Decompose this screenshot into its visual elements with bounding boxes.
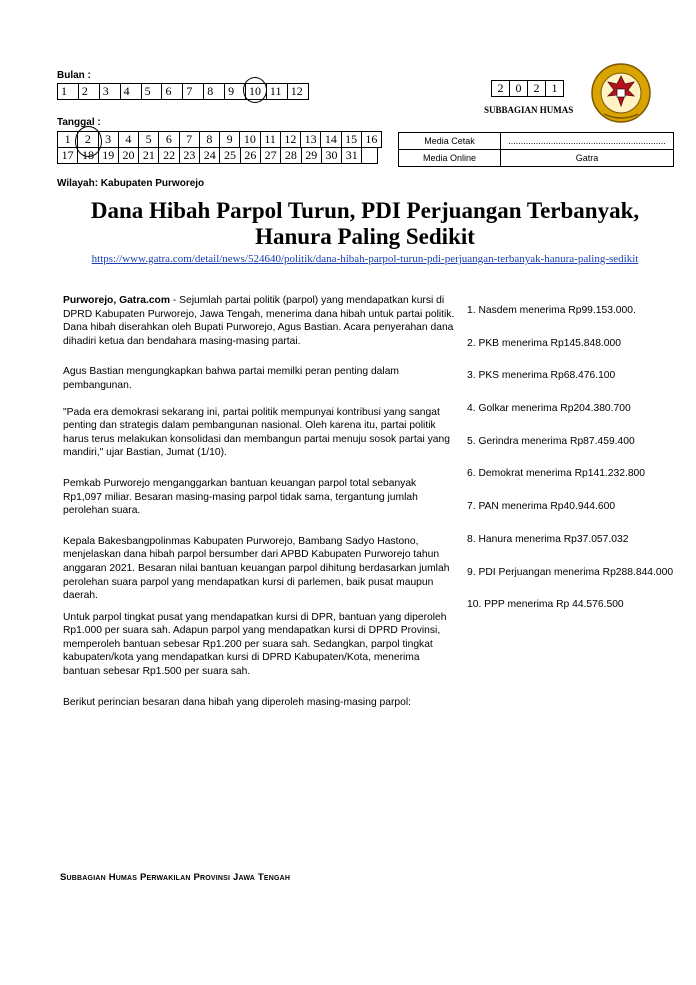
date-cell: 15 [342,132,362,148]
article-paragraph: Kepala Bakesbangpolinmas Kabupaten Purworejo, Bambang Sadyo Hastono, menjelaskan dana hibah parpol bersumber dari APBD Kabupaten Purworejo tahun anggaran 2021. Besaran nilai bantuan keuangan parpol dihitung berdasarkan jumlah perolehan suara parpol yang mendapatkan kursi di parlemen, baik pusat maupun daerah. [63,535,450,602]
month-cell: 5 [142,84,163,99]
date-cell: 4 [119,132,139,148]
date-label: Tanggal : [57,117,101,128]
date-cell: 24 [200,148,220,164]
month-cell: 8 [204,84,225,99]
date-cell: 23 [180,148,200,164]
source-url-link[interactable]: https://www.gatra.com/detail/news/524640/politik/dana-hibah-parpol-turun-pdi-perjuangan-terbanyak-hanura-paling-sedikit [91,253,639,265]
month-cell: 2 [79,84,100,99]
date-cell: 2 [78,132,98,148]
date-cell: 3 [99,132,119,148]
date-cell: 1 [58,132,78,148]
year-digit-cell: 0 [510,81,528,96]
party-list-item: 1. Nasdem menerima Rp99.153.000. [467,305,636,316]
date-cell: 14 [321,132,341,148]
date-cell-empty [362,148,378,164]
media-row-print [399,133,674,150]
date-cell: 8 [200,132,220,148]
month-cell: 4 [121,84,142,99]
date-cell: 9 [220,132,240,148]
date-cell: 28 [281,148,301,164]
government-emblem-icon [590,62,652,124]
region-label: Wilayah: Kabupaten Purworejo [57,178,205,189]
party-list-item: 8. Hanura menerima Rp37.057.032 [467,533,629,545]
month-cell: 7 [183,84,204,99]
date-cell: 30 [322,148,342,164]
month-grid [57,83,309,100]
department-label: SUBBAGIAN HUMAS [484,105,574,115]
article-paragraph [63,294,455,348]
date-cell: 10 [240,132,260,148]
media-print-label: Media Cetak [399,133,501,150]
footer-label: Subbagian Humas Perwakilan Provinsi Jawa Tengah [60,872,291,883]
party-list-item: 5. Gerindra menerima Rp87.459.400 [467,435,635,447]
party-list-item: 10. PPP menerima Rp 44.576.500 [467,599,624,611]
date-cell: 5 [139,132,159,148]
media-online-value: Gatra [501,150,674,167]
date-cell: 20 [119,148,139,164]
party-list-item: 6. Demokrat menerima Rp141.232.800 [467,468,646,480]
month-label: Bulan : [57,70,91,81]
date-cell: 31 [342,148,362,164]
date-cell: 12 [281,132,301,148]
article-paragraph: Berikut perincian besaran dana hibah yang diperoleh masing-masing parpol: [63,696,412,708]
month-cell: 1 [58,84,79,99]
date-cell: 29 [302,148,322,164]
lead-text: - Sejumlah partai politik (parpol) yang mendapatkan kursi di DPRD Kabupaten Purworejo, Jawa Tengah, menerima dana hibah untuk partai politik. Dana hibah diserahkan oleh Bupati Purworejo, Agus Bastian. Acara penyerahan dana dihadiri ketua dan bendahara masing-masing partai. [63,295,455,347]
party-list-item: 9. PDI Perjuangan menerima Rp288.844.000 [467,566,674,578]
year-digit-cell: 1 [546,81,564,96]
dateline: Purworejo, Gatra.com [63,295,171,306]
article-body [63,294,455,722]
year-digit-cell: 2 [492,81,510,96]
date-cell: 27 [261,148,281,164]
article-paragraph: Agus Bastian mengungkapkan bahwa partai memilki peran penting dalam pembangunan. [63,366,399,391]
month-cell: 3 [100,84,121,99]
month-cell: 11 [267,84,288,99]
date-cell: 6 [159,132,179,148]
date-cell: 16 [362,132,382,148]
month-cell: 6 [162,84,183,99]
date-cell: 11 [261,132,281,148]
date-cell: 19 [99,148,119,164]
month-cell: 12 [288,84,309,99]
media-row-online [399,150,674,167]
party-list-item: 7. PAN menerima Rp40.944.600 [467,501,616,513]
party-funding-list [467,305,673,632]
date-cell: 18 [78,148,98,164]
date-grid [57,131,382,164]
party-list-item: 2. PKB menerima Rp145.848.000 [467,337,621,349]
month-cell: 10 [246,84,267,99]
media-print-value: ............................................................... [501,133,674,150]
media-table [398,132,674,167]
date-cell: 25 [220,148,240,164]
media-online-label: Media Online [399,150,501,167]
date-cell: 7 [180,132,200,148]
date-cell: 26 [241,148,261,164]
year-digit-cell: 2 [528,81,546,96]
month-cell: 9 [225,84,246,99]
date-cell: 17 [58,148,78,164]
party-list-item: 3. PKS menerima Rp68.476.100 [467,370,616,382]
article-title: Dana Hibah Parpol Turun, PDI Perjuangan Terbanyak, Hanura Paling Sedikit [90,198,640,249]
date-cell: 22 [159,148,179,164]
date-cell: 13 [301,132,321,148]
article-paragraph: Pemkab Purworejo menganggarkan bantuan keuangan parpol total sebanyak Rp1,097 miliar. Besaran masing-masing parpol tidak sama, tergantung jumlah perolehan suara. [63,477,418,517]
year-grid [491,80,564,97]
article-paragraph: Untuk parpol tingkat pusat yang mendapatkan kursi di DPR, bantuan yang diperoleh Rp1.000 per suara sah. Adapun parpol yang mendapatkan kursi di DPRD Provinsi, memperoleh bantuan sebesar Rp1.200 per suara sah. Sedangkan, parpol tingkat kabupaten/kota yang mendapatkan kursi di DPRD Kabupaten/Kota, menerima bantuan sebesar Rp1.500 per suara sah. [63,611,447,678]
party-list-item: 4. Golkar menerima Rp204.380.700 [467,403,631,415]
article-paragraph: "Pada era demokrasi sekarang ini, partai politik mempunyai kontribusi yang sangat penting dan strategis dalam pembangunan nasional. Oleh karena itu, partai politik harus terus melakukan konsolidasi dan membangun partai menuju sosok partai yang mandiri," ujar Bastian, Jumat (1/10). [63,406,450,459]
date-cell: 21 [139,148,159,164]
